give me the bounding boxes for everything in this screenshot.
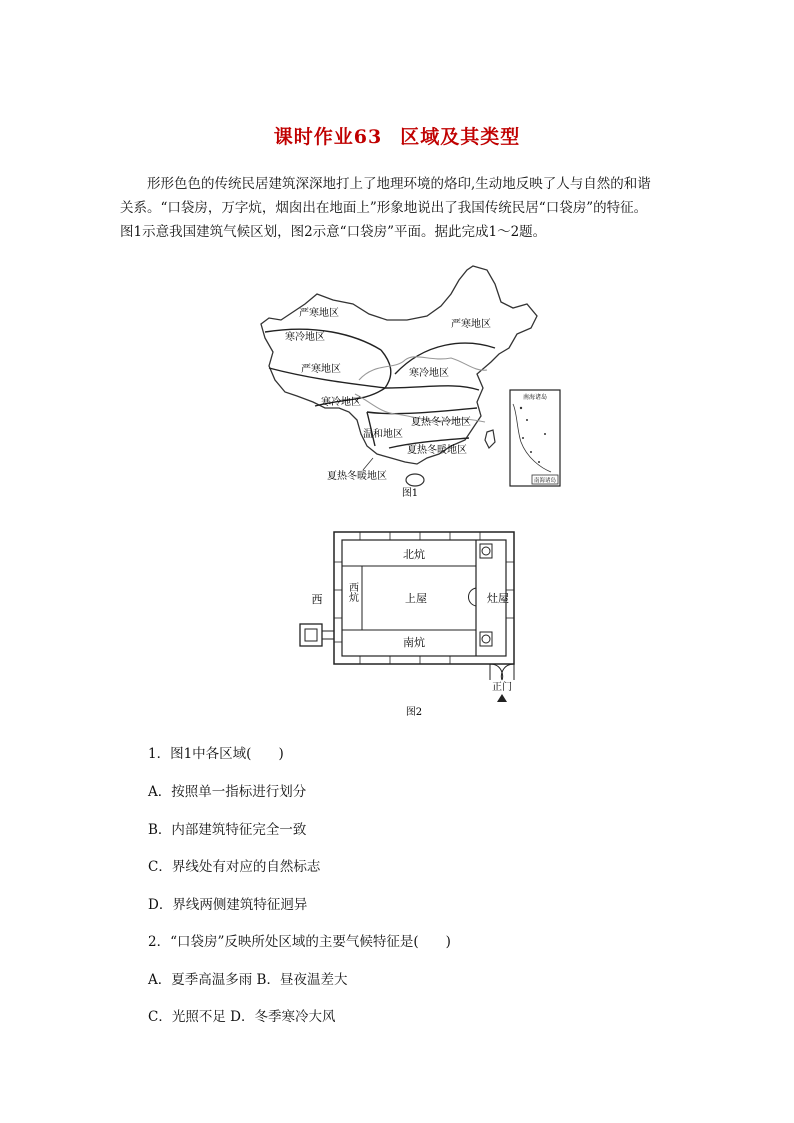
page-title xyxy=(0,122,794,149)
label-main-door: 正门 xyxy=(492,682,512,693)
question-1-stem: 1．图1中各区域( ) xyxy=(148,746,284,762)
island-dot xyxy=(520,407,522,409)
question-1-option-d: D．界线两侧建筑特征迥异 xyxy=(148,897,308,913)
intro-line-3: 图1示意我国建筑气候区划，图2示意“口袋房”平面。据此完成1～2题。 xyxy=(120,224,547,240)
figure1-caption: 图1 xyxy=(401,488,419,499)
taiwan-island xyxy=(485,430,495,448)
south-china-sea-inset xyxy=(510,390,560,486)
zone-label: 寒冷地区 xyxy=(285,332,325,343)
figure1-map xyxy=(255,262,565,500)
island-dot xyxy=(522,437,524,439)
zone-label: 夏热冬暖地区 xyxy=(327,471,387,482)
zone-label: 严寒地区 xyxy=(299,308,339,319)
arrow-up-icon xyxy=(497,694,507,702)
hainan-island xyxy=(406,474,424,486)
question-2-stem: 2．“口袋房”反映所处区域的主要气候特征是( ) xyxy=(148,934,451,950)
figure2-floorplan xyxy=(290,530,530,720)
label-kitchen: 灶屋 xyxy=(487,592,509,605)
question-2-options-ab: A．夏季高温多雨 B．昼夜温差大 xyxy=(148,972,348,988)
question-1-option-c: C．界线处有对应的自然标志 xyxy=(148,859,321,875)
zone-label: 严寒地区 xyxy=(301,364,341,375)
label-south-kang: 南炕 xyxy=(403,636,425,649)
inset-title: 南海诸岛 xyxy=(522,394,548,401)
label-west: 西 xyxy=(311,593,323,606)
zone-label: 夏热冬暖地区 xyxy=(407,445,467,456)
stove-icon xyxy=(482,547,490,555)
intro-line-2: 关系。“口袋房，万字炕，烟囱出在地面上”形象地说出了我国传统民居“口袋房”的特征。 xyxy=(120,200,648,216)
title-subject: 区域及其类型 xyxy=(400,126,521,148)
label-leader-line xyxy=(363,458,373,470)
stove-icon xyxy=(482,635,490,643)
intro-line-1: 形形色色的传统民居建筑深深地打上了地理环境的烙印,生动地反映了人与自然的和谐 xyxy=(147,176,651,192)
chimney-inner xyxy=(305,629,317,641)
island-dot xyxy=(544,433,546,435)
title-number: 课时作业63 xyxy=(273,126,383,148)
label-main-room: 上屋 xyxy=(405,592,427,605)
question-2-options-cd: C．光照不足 D．冬季寒冷大风 xyxy=(148,1009,336,1025)
label-north-kang: 北炕 xyxy=(403,548,425,561)
intro-paragraph xyxy=(120,172,686,244)
inset-footer: 南海诸岛 xyxy=(533,478,557,484)
figure2-caption: 图2 xyxy=(405,707,423,718)
zone-label: 寒冷地区 xyxy=(409,368,449,379)
zone-label: 夏热冬冷地区 xyxy=(411,417,471,428)
zone-label: 严寒地区 xyxy=(451,319,491,330)
zone-label: 温和地区 xyxy=(363,429,403,440)
label-west-kang: 西炕 xyxy=(346,582,358,602)
question-1-option-a: A．按照单一指标进行划分 xyxy=(148,784,307,800)
question-1-option-b: B．内部建筑特征完全一致 xyxy=(148,822,307,838)
island-dot xyxy=(530,451,532,453)
island-dot xyxy=(538,461,540,463)
zone-label: 寒冷地区 xyxy=(321,397,361,408)
island-dot xyxy=(526,419,528,421)
main-door-icon xyxy=(490,664,514,680)
